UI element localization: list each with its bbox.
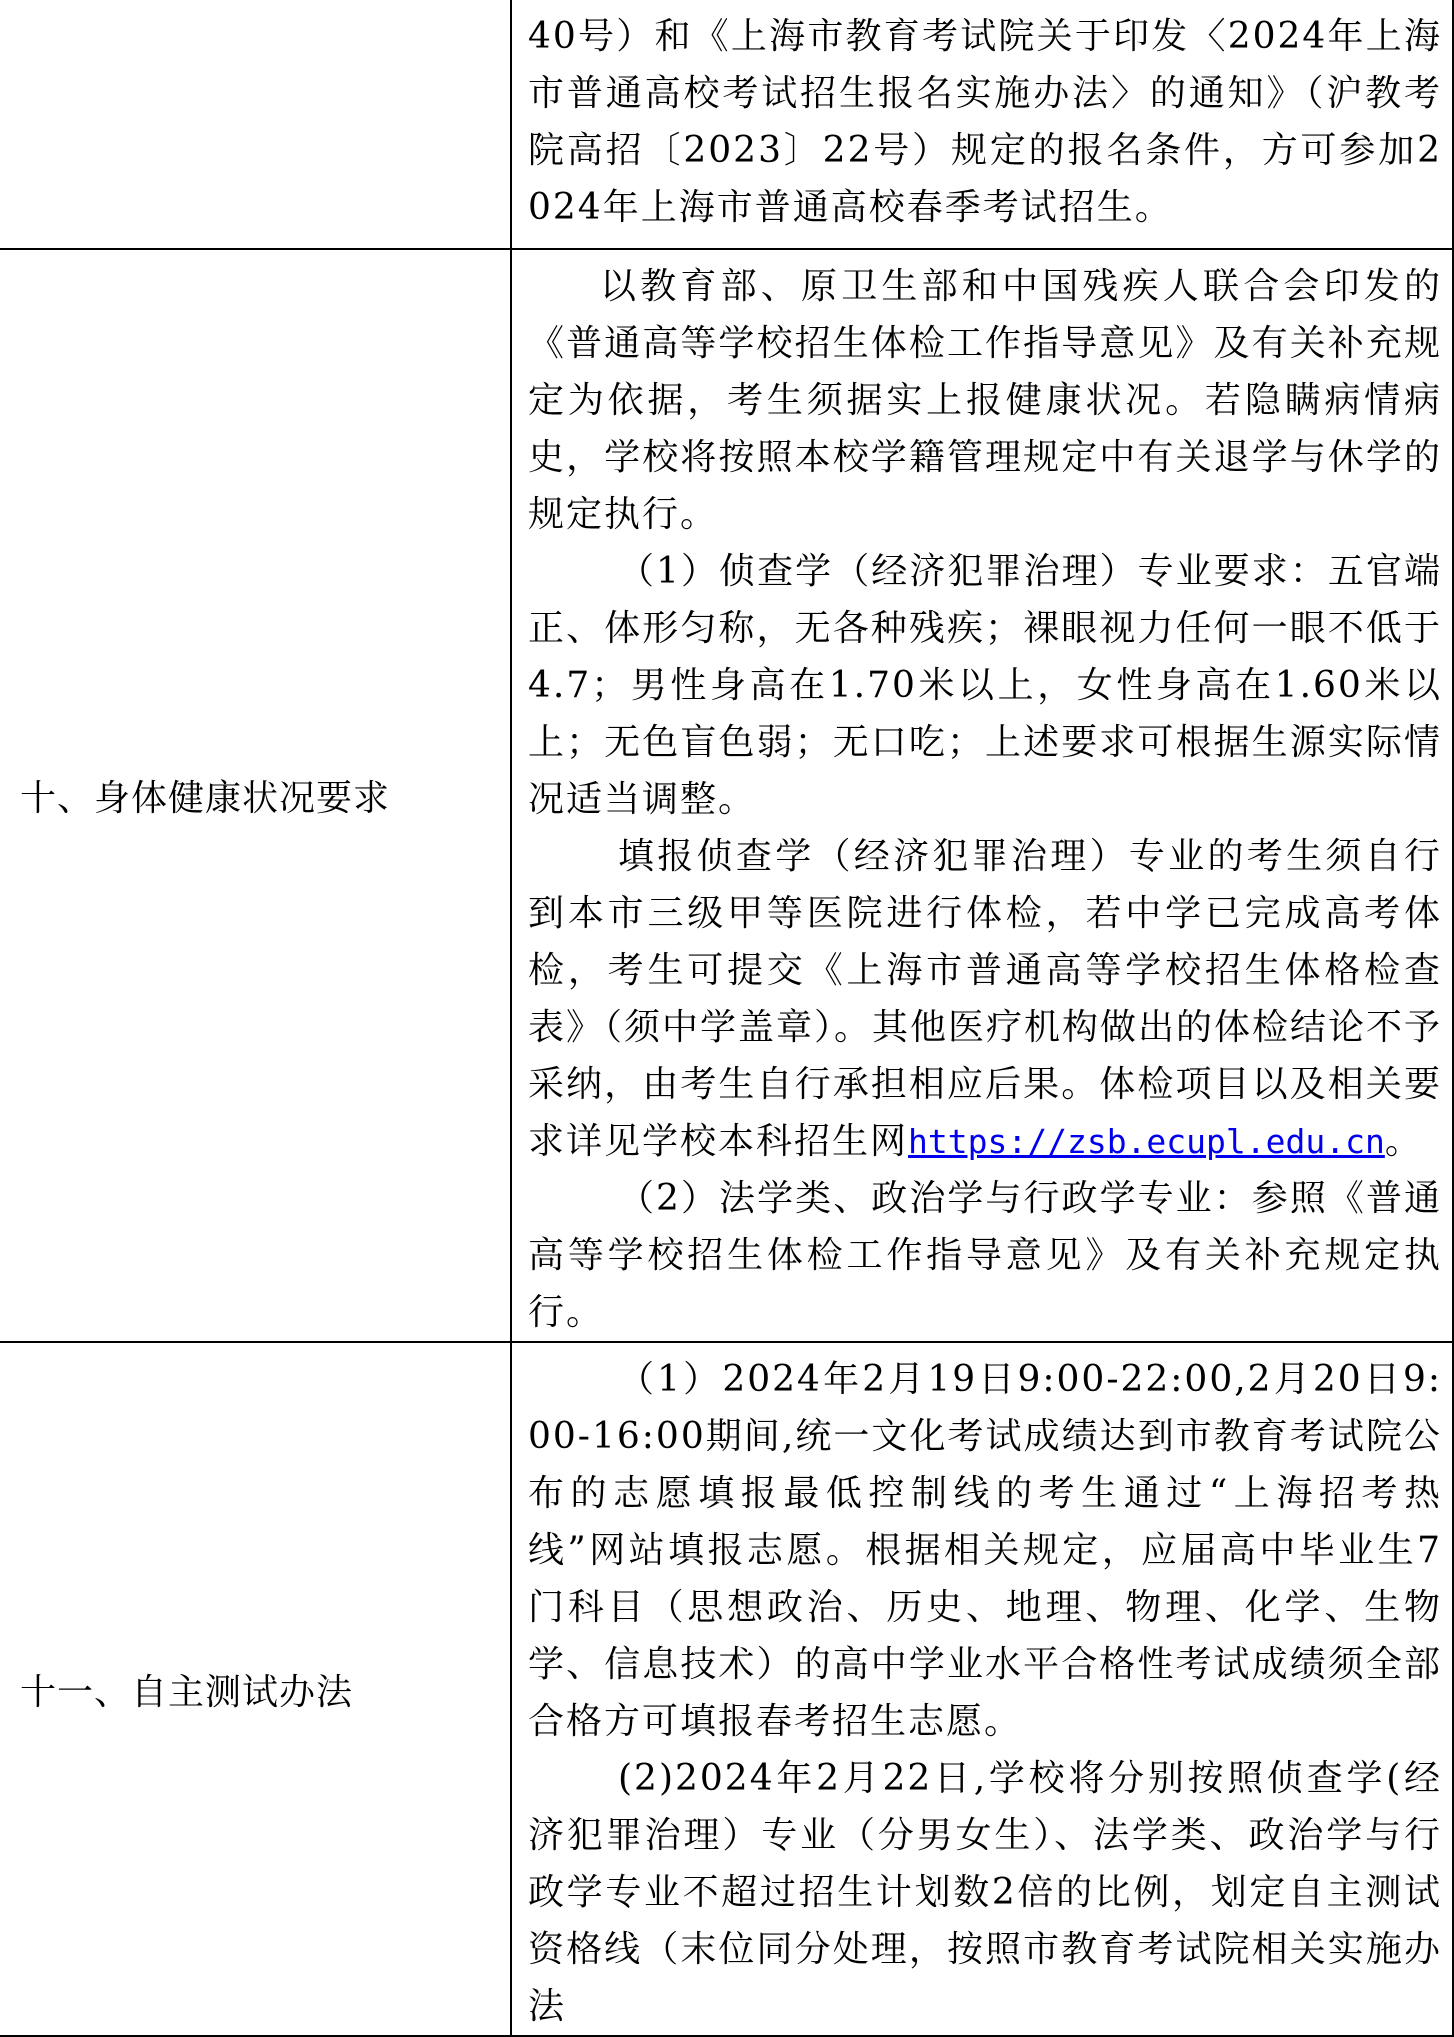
row-content-health-requirements: [511, 249, 1453, 1342]
content-paragraph: 40号）和《上海市教育考试院关于印发〈2024年上海市普通高校考试招生报名实施办法〉的通知》（沪教考院高招〔2023〕22号）规定的报名条件，方可参加2024年上海市普通高校春季考试招生。: [528, 16, 1442, 228]
content-paragraph: （1）2024年2月19日9:00-22:00,2月20日9:00-16:00期间,统一文化考试成绩达到市教育考试院公布的志愿填报最低控制线的考生通过“上海招考热线”网站填报志愿。根据相关规定，应届高中毕业生7门科目（思想政治、历史、地理、物理、化学、生物学、信息技术）的高中学业水平合格性考试成绩须全部合格方可填报春考招生志愿。: [528, 1359, 1442, 1742]
paragraph-text: 填报侦查学（经济犯罪治理）专业的考生须自行到本市三级甲等医院进行体检，若中学已完成高考体检，考生可提交《上海市普通高等学校招生体格检查表》（须中学盖章）。其他医疗机构做出的体检结论不予采纳，由考生自行承担相应后果。体检项目以及相关要求详见学校本科招生网: [528, 836, 1443, 1162]
row-content-self-test-method: [511, 1342, 1453, 2036]
table-row: [0, 1342, 1453, 2036]
row-label-empty: [0, 0, 511, 249]
table-row: [0, 249, 1453, 1342]
content-paragraph: (2)2024年2月22日,学校将分别按照侦查学(经济犯罪治理）专业（分男女生）、法学类、政治学与行政学专业不超过招生计划数2倍的比例，划定自主测试资格线（末位同分处理，按照市教育考试院相关实施办法: [528, 1758, 1442, 2027]
paragraph-suffix: 。: [1384, 1121, 1423, 1162]
row-label-self-test-method: 十一、自主测试办法: [0, 1342, 511, 2036]
content-paragraph: [528, 828, 1442, 1170]
row-label-health-requirements: 十、身体健康状况要求: [0, 249, 511, 1342]
table-row: [0, 0, 1453, 249]
admissions-website-link[interactable]: https://zsb.ecupl.edu.cn: [908, 1122, 1385, 1161]
row-content-eligibility: [511, 0, 1453, 249]
content-paragraph: （1）侦查学（经济犯罪治理）专业要求：五官端正、体形匀称，无各种残疾；裸眼视力任何一眼不低于4.7；男性身高在1.70米以上，女性身高在1.60米以上；无色盲色弱；无口吃；上述要求可根据生源实际情况适当调整。: [528, 551, 1442, 820]
content-paragraph: （2）法学类、政治学与行政学专业：参照《普通高等学校招生体检工作指导意见》及有关补充规定执行。: [528, 1178, 1442, 1333]
content-paragraph: 以教育部、原卫生部和中国残疾人联合会印发的《普通高等学校招生体检工作指导意见》及有关补充规定为依据，考生须据实上报健康状况。若隐瞒病情病史，学校将按照本校学籍管理规定中有关退学与休学的规定执行。: [528, 266, 1442, 535]
